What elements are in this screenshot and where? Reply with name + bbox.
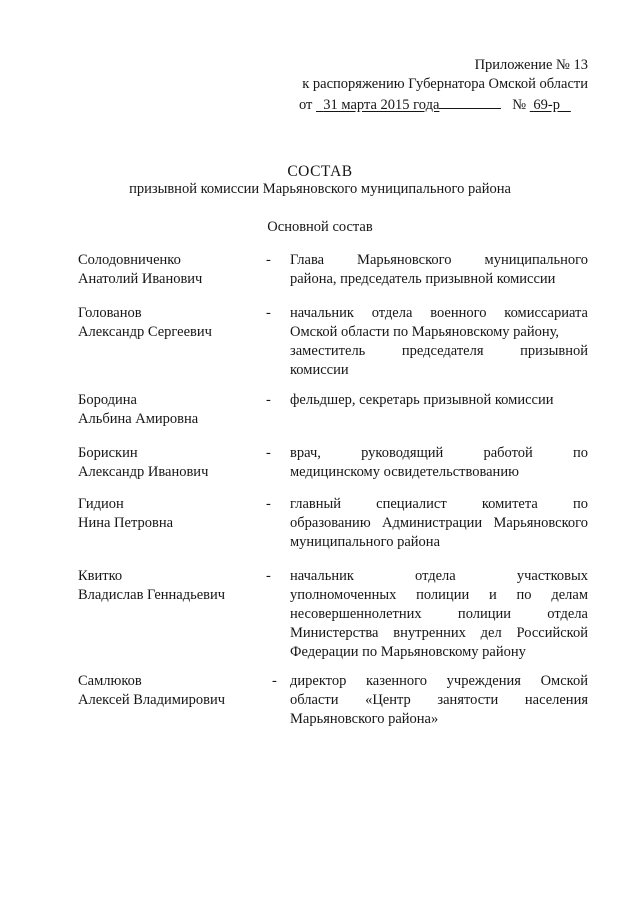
role-line: несовершеннолетних полиции отдела bbox=[290, 606, 588, 622]
member-name bbox=[78, 304, 258, 342]
member-dash: - bbox=[272, 673, 277, 689]
member-surname: Квитко bbox=[78, 568, 123, 584]
date-prefix: от bbox=[299, 97, 313, 113]
appendix-number: Приложение № 13 bbox=[474, 57, 588, 73]
member-surname: Борискин bbox=[78, 445, 138, 461]
document-title: СОСТАВ bbox=[287, 163, 353, 180]
role-line: Федерации по Марьяновскому району bbox=[290, 644, 526, 660]
member-given-name: Альбина Амировна bbox=[78, 411, 199, 427]
role-line: начальник отдела участковых bbox=[290, 568, 588, 584]
role-line: уполномоченных полиции и по делам bbox=[290, 587, 588, 603]
role-line: района, председатель призывной комиссии bbox=[290, 271, 556, 287]
role-line: врач, руководящий работой по bbox=[290, 445, 588, 461]
order-reference: к распоряжению Губернатора Омской области bbox=[302, 76, 588, 92]
member-given-name: Анатолий Иванович bbox=[78, 271, 203, 287]
member-given-name: Владислав Геннадьевич bbox=[78, 587, 226, 603]
role-line: области «Центр занятости населения bbox=[290, 692, 588, 708]
member-name bbox=[78, 444, 258, 482]
member-name bbox=[78, 567, 258, 605]
member-given-name: Александр Иванович bbox=[78, 464, 209, 480]
role-line: заместитель председателя призывной bbox=[290, 343, 588, 359]
member-dash: - bbox=[266, 568, 271, 584]
role-line: медицинскому освидетельствованию bbox=[290, 464, 519, 480]
role-line: образованию Администрации Марьяновского bbox=[290, 515, 588, 531]
document-subtitle: призывной комиссии Марьяновского муниципального района bbox=[129, 181, 511, 197]
member-role bbox=[290, 391, 588, 410]
member-name bbox=[78, 251, 258, 289]
role-line: Омской области по Марьяновскому району, bbox=[290, 324, 560, 340]
member-surname: Гидион bbox=[78, 496, 124, 512]
member-surname: Голованов bbox=[78, 305, 142, 321]
member-role bbox=[290, 672, 588, 729]
member-name bbox=[78, 391, 258, 429]
member-surname: Солодовниченко bbox=[78, 252, 181, 268]
member-surname: Самлюков bbox=[78, 673, 142, 689]
member-role bbox=[290, 444, 588, 482]
role-line: муниципального района bbox=[290, 534, 440, 550]
role-line: фельдшер, секретарь призывной комиссии bbox=[290, 392, 554, 408]
role-line: Глава Марьяновского муниципального bbox=[290, 252, 588, 268]
member-given-name: Александр Сергеевич bbox=[78, 324, 212, 340]
role-line: начальник отдела военного комиссариата bbox=[290, 305, 588, 321]
member-name bbox=[78, 495, 258, 533]
member-given-name: Алексей Владимирович bbox=[78, 692, 226, 708]
role-line: Марьяновского района» bbox=[290, 711, 439, 727]
order-number: 69-р bbox=[533, 97, 560, 113]
date-blank-line bbox=[439, 94, 501, 109]
role-line: Министерства внутренних дел Российской bbox=[290, 625, 588, 641]
member-dash: - bbox=[266, 392, 271, 408]
member-dash: - bbox=[266, 496, 271, 512]
member-surname: Бородина bbox=[78, 392, 137, 408]
role-line: директор казенного учреждения Омской bbox=[290, 673, 588, 689]
member-role bbox=[290, 251, 588, 289]
member-dash: - bbox=[266, 445, 271, 461]
number-prefix: № bbox=[512, 97, 527, 113]
role-line: комиссии bbox=[290, 362, 349, 378]
order-date-line bbox=[228, 94, 588, 113]
member-role bbox=[290, 567, 588, 662]
member-dash: - bbox=[266, 252, 271, 268]
member-given-name: Нина Петровна bbox=[78, 515, 174, 531]
member-dash: - bbox=[266, 305, 271, 321]
section-title: Основной состав bbox=[267, 219, 373, 235]
order-date: 31 марта 2015 года bbox=[323, 97, 440, 113]
member-name bbox=[78, 672, 258, 710]
member-role bbox=[290, 495, 588, 552]
member-role bbox=[290, 304, 588, 380]
appendix-header bbox=[228, 56, 588, 113]
role-line: главный специалист комитета по bbox=[290, 496, 588, 512]
